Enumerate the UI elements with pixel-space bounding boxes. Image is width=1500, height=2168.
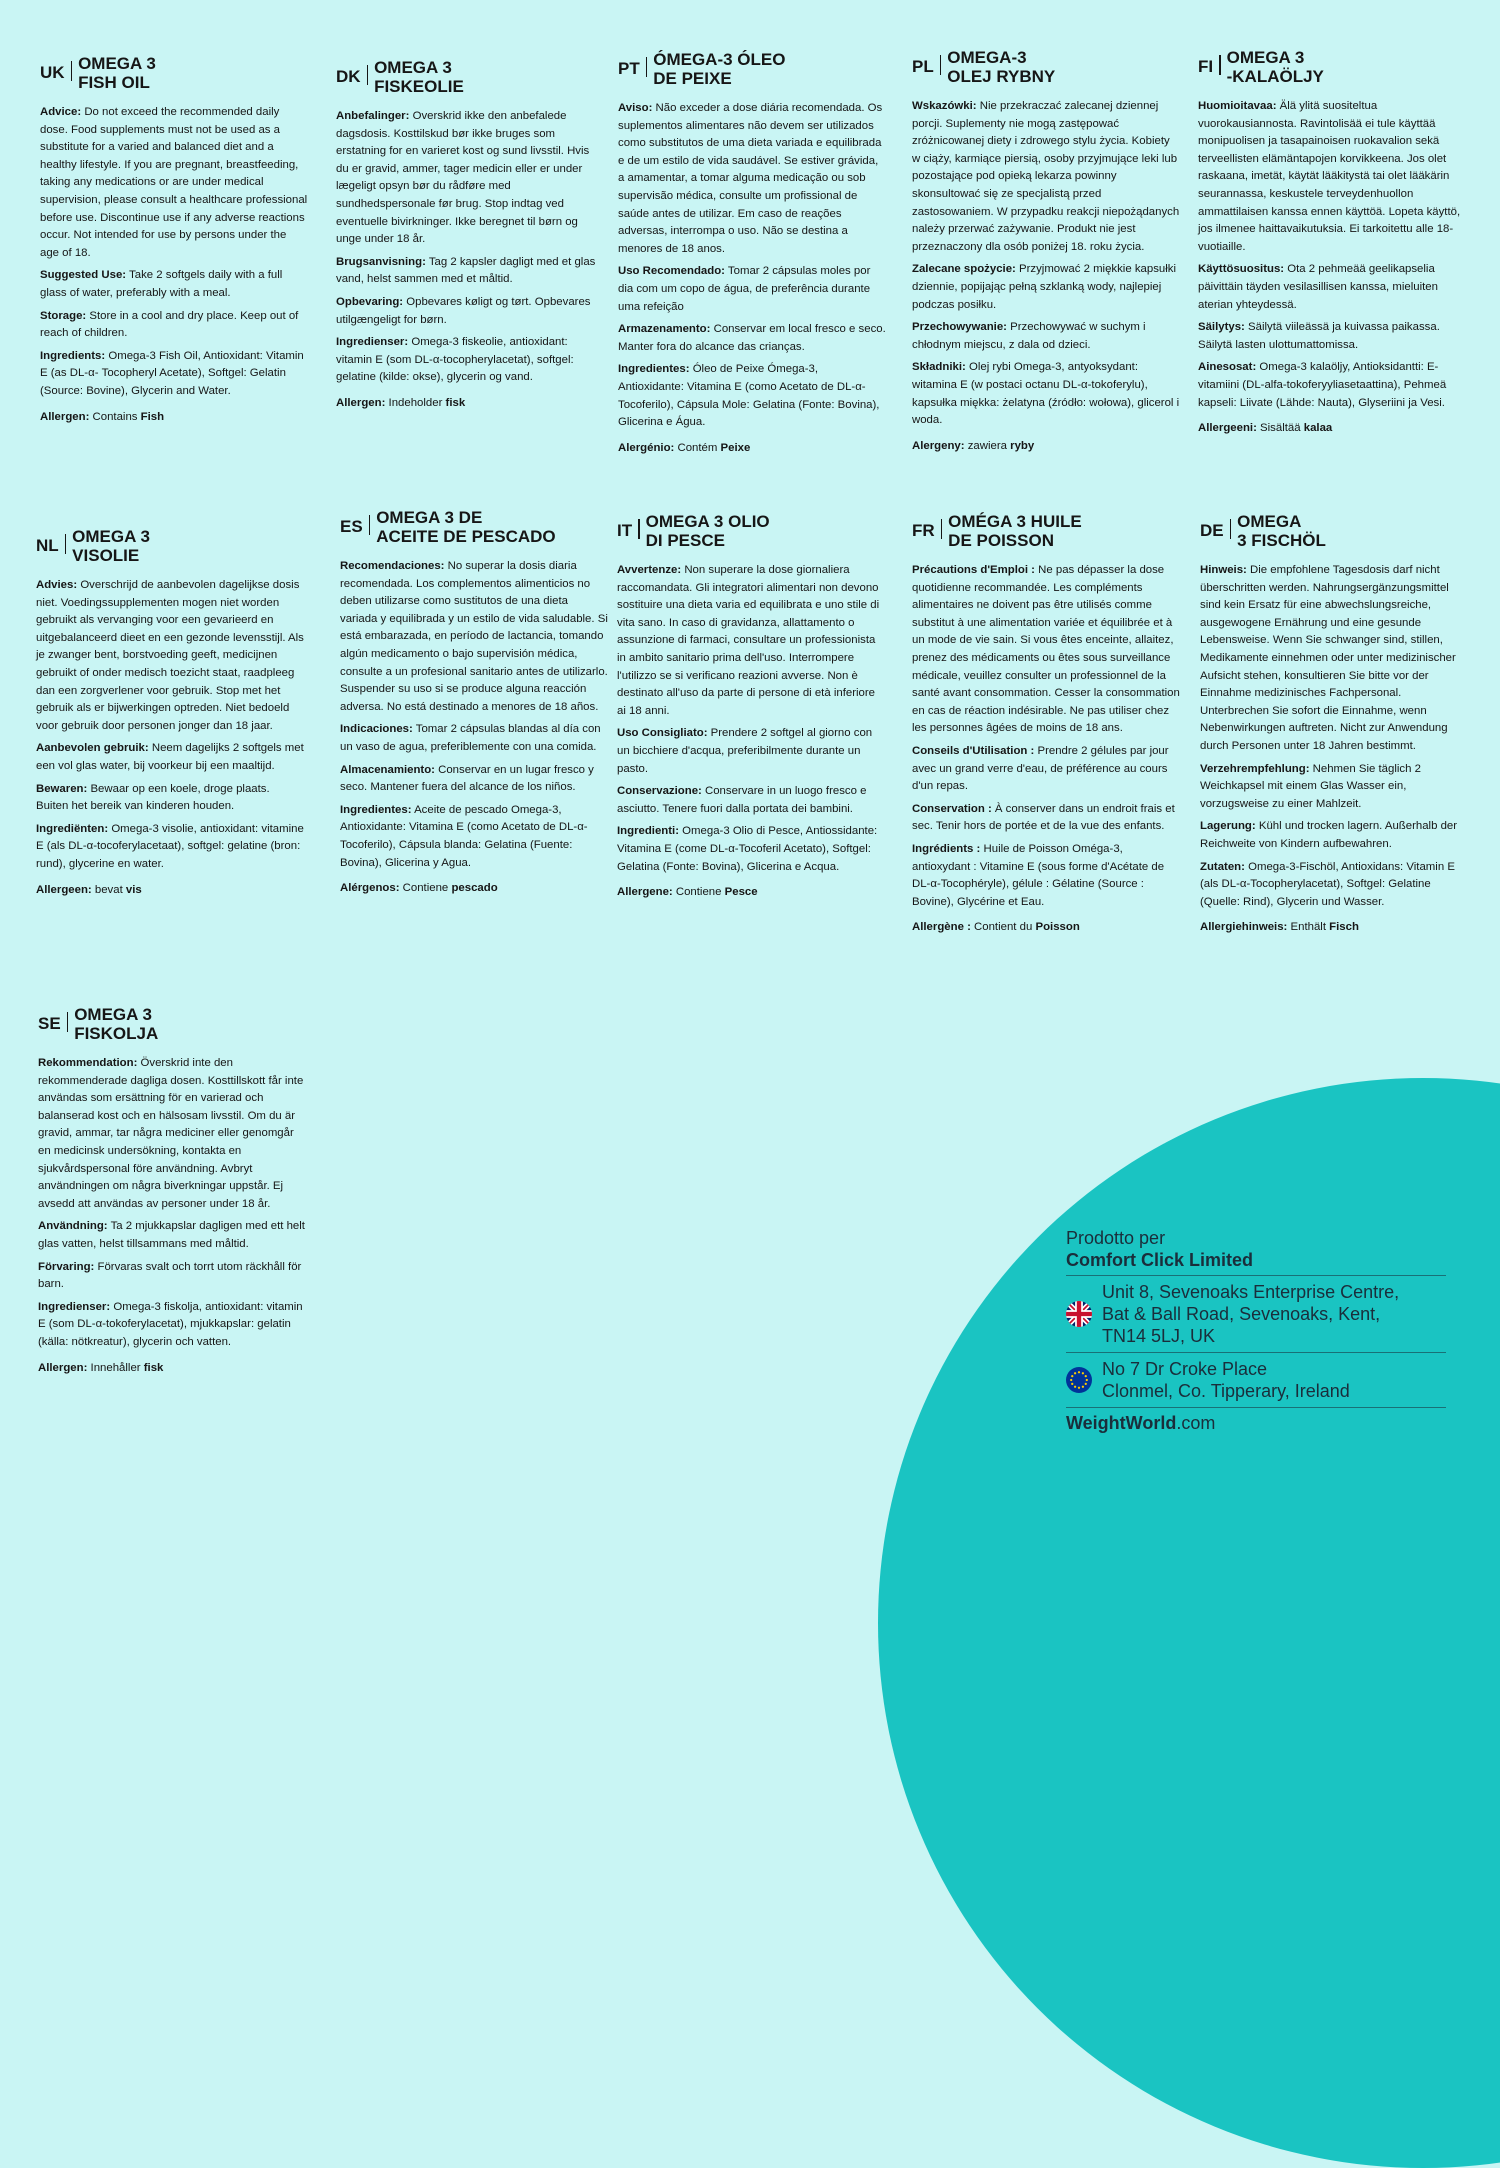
allergen-line: Allergiehinweis: Enthält Fisch — [1200, 921, 1359, 934]
section-paragraph: Aanbevolen gebruik: Neem dagelijks 2 softgels met een vol glas water, bij voorkeur bij een maaltijd. — [36, 742, 304, 772]
section-paragraph: Précautions d'Emploi : Ne pas dépasser la dose quotidienne recommandée. Les compléments alimentaires ne doivent pas être utilisés comme substitut à une alimentation variée et équilibrée et à un mode de vie sain. Si vous êtes enceinte, allaitez, prenez des médicaments ou êtes sous surveillance médicale, veuillez consulter un professionnel de la santé avant consommation. Cesser la consommation en cas de réaction indésirable. Ne pas utiliser chez les personnes âgées de moins de 18 ans. — [912, 564, 1180, 735]
section-paragraph: Säilytys: Säilytä viileässä ja kuivassa paikassa. Säilytä lasten ulottumattomissa. — [1198, 321, 1440, 351]
address-line: Bat & Ball Road, Sevenoaks, Kent, — [1102, 1304, 1381, 1324]
section-paragraph: Ingredienti: Omega-3 Olio di Pesce, Antiossidante: Vitamina E (come DL-α-Tocoferil Acetato), Softgel: Gelatina (Fonte: Bovina), Glicerina e Acqua. — [617, 825, 878, 873]
section-paragraph: Składniki: Olej rybi Omega-3, antyoksydant: witamina E (w postaci octanu DL-α-tokoferylu), kapsułka miękka: żelatyna (źródło: wołowa), glicerol i woda. — [912, 361, 1180, 427]
section-paragraph: Advies: Overschrijd de aanbevolen dagelijkse dosis niet. Voedingssupplementen mogen niet worden gebruikt als vervanging voor een gevarieerd en uitgebalanceerd dieet en een gezonde levensstijl. Als je zwanger bent, borstvoeding geeft, medicijnen gebruikt of onder medisch toezicht staat, raadpleeg dan een zorgverlener voor gebruik. Stop met het gebruik als er bijwerkingen optreden. Niet bedoeld voor gebruik door personen jonger dan 18 jaar. — [36, 579, 304, 732]
section-paragraph: Ingredienser: Omega-3 fiskolja, antioxidant: vitamin E (som DL-α-tokoferylacetat), mjukkapslar: gelatin (källa: nötkreatur), glycerin och vatten. — [38, 1300, 303, 1348]
produced-for-label: Prodotto per — [1066, 1228, 1166, 1248]
section-paragraph: Brugsanvisning: Tag 2 kapsler dagligt med et glas vand, helst sammen med et måltid. — [336, 255, 596, 286]
language-code: SE — [38, 1014, 61, 1033]
section-paragraph: Hinweis: Die empfohlene Tagesdosis darf nicht überschritten werden. Nahrungsergänzungsmittel sind kein Ersatz für eine abwechslungsreiche, ausgewogene Ernährung und eine gesunde Lebensweise. Wenn Sie schwanger sind, stillen, Medikamente einnehmen oder unter medizinischer Aufsicht stehen, konsultieren Sie bitte vor der Einnahme medizinisches Fachpersonal. Unterbrechen Sie sofort die Einnahme, wenn Nebenwirkungen auftreten. Nicht zur Anwendung durch Personen unter 18 Jahren bestimmt. — [1200, 564, 1456, 752]
separator — [367, 65, 369, 85]
section-pl — [912, 48, 1180, 460]
section-paragraph: Armazenamento: Conservar em local fresco e seco. Manter fora do alcance das crianças. — [618, 323, 886, 353]
section-paragraph: Ingrédients : Huile de Poisson Oméga-3, antioxydant : Vitamine E (sous forme d'Acétate de DL-α-Tocophéryle), gélule : Gélatine (Source : Bovine), Glycérine et Eau. — [912, 842, 1165, 908]
section-title: OMEGA 3 FISKOLJA — [74, 1005, 159, 1043]
section-paragraph: Wskazówki: Nie przekraczać zalecanej dziennej porcji. Suplementy nie mogą zastępować zróżnicowanej diety i zdrowego stylu życia. Kobiety w ciąży, karmiące piersią, osoby przyjmujące leki lub pozostające pod opieką lekarza powinny skonsultować się ze specjalistą przed zastosowaniem. W przypadku reakcji niepożądanych należy przerwać zażywanie. Produkt nie jest przeznaczony dla osób poniżej 18. roku życia. — [912, 100, 1180, 253]
section-paragraph: Conseils d'Utilisation : Prendre 2 gélules par jour avec un grand verre d'eau, de préférence au cours d'un repas. — [912, 744, 1169, 793]
section-title: OMEGA 3 FISH OIL — [78, 54, 156, 92]
allergen-line: Allergen: Contains Fish — [40, 410, 165, 423]
section-title: OMEGA 3 OLIO DI PESCE — [645, 512, 770, 550]
divider — [1066, 1275, 1446, 1276]
allergen-line: Alérgenos: Contiene pescado — [340, 882, 498, 895]
language-code: FI — [1198, 57, 1214, 76]
section-paragraph: Verzehrempfehlung: Nehmen Sie täglich 2 Weichkapsel mit einem Glas Wasser ein, vorzugsweise zu einer Mahlzeit. — [1200, 762, 1421, 810]
separator — [1219, 55, 1221, 75]
section-paragraph: Ainesosat: Omega-3 kalaöljy, Antioksidantti: E-vitamiini (DL-alfa-tokoferyyliasetaattina), Pehmeä kapseli: Liivate (Lähde: Nauta), Glyseriini ja Vesi. — [1198, 361, 1447, 409]
language-code: DK — [336, 67, 361, 86]
separator — [71, 61, 73, 81]
section-title: OMEGA 3 -KALAÖLJY — [1226, 48, 1324, 86]
section-it — [617, 512, 885, 907]
section-nl — [36, 527, 304, 904]
company-name: Comfort Click Limited — [1066, 1250, 1254, 1270]
language-code: IT — [617, 521, 633, 540]
section-dk — [336, 58, 604, 418]
section-title: OMEGA 3 FISCHÖL — [1237, 512, 1326, 550]
section-title: ÓMEGA-3 ÓLEO DE PEIXE — [653, 50, 786, 88]
section-paragraph: Opbevaring: Opbevares køligt og tørt. Opbevares utilgængeligt for børn. — [336, 295, 591, 326]
section-se — [38, 1005, 306, 1382]
address-line: Clonmel, Co. Tipperary, Ireland — [1102, 1381, 1350, 1401]
section-paragraph: Zalecane spożycie: Przyjmować 2 miękkie kapsułki dziennie, popijając pełną szklanką wody, najlepiej podczas posiłku. — [912, 263, 1176, 311]
section-paragraph: Advice: Do not exceed the recommended daily dose. Food supplements must not be used as a substitute for a varied and balanced diet and a healthy lifestyle. If you are pregnant, breastfeeding, taking any medications or are under medical supervision, please consult a healthcare professional before use. Discontinue use if any adverse reactions occur. Not intended for use by persons under the age of 18. — [40, 106, 308, 259]
address-line: TN14 5LJ, UK — [1102, 1326, 1216, 1346]
language-code: NL — [36, 536, 59, 555]
section-paragraph: Przechowywanie: Przechowywać w suchym i chłodnym miejscu, z dala od dzieci. — [912, 321, 1146, 351]
section-paragraph: Användning: Ta 2 mjukkapslar dagligen med ett helt glas vatten, helst tillsammans med måltid. — [38, 1220, 305, 1250]
language-code: PT — [618, 59, 640, 78]
address-line: Unit 8, Sevenoaks Enterprise Centre, — [1102, 1282, 1400, 1302]
separator — [1230, 519, 1232, 539]
separator — [65, 534, 67, 554]
section-title: OMEGA-3 OLEJ RYBNY — [947, 48, 1056, 86]
divider — [1066, 1407, 1446, 1408]
allergen-line: Alergénio: Contém Peixe — [618, 441, 751, 454]
section-paragraph: Indicaciones: Tomar 2 cápsulas blandas al día con un vaso de agua, preferiblemente con una comida. — [340, 723, 601, 753]
section-paragraph: Käyttösuositus: Ota 2 pehmeää geelikapselia päivittäin täyden vesilasillisen kanssa, mieluiten aterian yhteydessä. — [1198, 263, 1438, 311]
language-code: PL — [912, 57, 934, 76]
section-paragraph: Uso Recomendado: Tomar 2 cápsulas moles por dia com um copo de água, de preferência durante uma refeição — [618, 265, 871, 313]
language-code: UK — [40, 63, 65, 82]
section-fi — [1198, 48, 1466, 443]
section-paragraph: Rekommendation: Överskrid inte den rekommenderade dagliga dosen. Kosttillskott får inte användas som ersättning för en varierad och balanserad kost och en hälsosam livsstil. Om du är gravid, ammar, tar några mediciner eller genomgår en medicinsk undersökning, kontakta en sjukvårdspersonal före användning. Avbryt användningen om några biverkningar uppstår. Ej avsedd att användas av personer under 18 år. — [38, 1057, 304, 1210]
language-code: ES — [340, 517, 363, 536]
separator — [369, 515, 371, 535]
section-title: OMEGA 3 FISKEOLIE — [374, 58, 464, 96]
section-paragraph: Almacenamiento: Conservar en un lugar fresco y seco. Mantener fuera del alcance de los niños. — [340, 763, 594, 794]
separator — [941, 519, 943, 539]
separator — [646, 57, 648, 77]
section-paragraph: Förvaring: Förvaras svalt och torrt utom räckhåll för barn. — [38, 1260, 302, 1291]
section-paragraph: Recomendaciones: No superar la dosis diaria recomendada. Los complementos alimenticios no deben utilizarse como sustitutos de una dieta variada y equilibrada y un estilo de vida saludable. Si está embarazada, en período de lactancia, tomando algún medicamento o bajo supervisión médica, consulte a un profesional sanitario antes de utilizarlo. Suspender su uso si se produce alguna reacción adversa. No está destinado a menores de 18 años. — [340, 560, 608, 713]
section-paragraph: Bewaren: Bewaar op een koele, droge plaats. Buiten het bereik van kinderen houden. — [36, 782, 270, 813]
divider — [1066, 1352, 1446, 1353]
website-link[interactable]: WeightWorld.com — [1066, 1413, 1216, 1433]
section-paragraph: Ingredienser: Omega-3 fiskeolie, antioxidant: vitamin E (som DL-α-tocopherylacetat), softgel: gelatine (kilde: okse), glycerin og vand. — [336, 336, 574, 384]
section-paragraph: Ingredientes: Óleo de Peixe Ómega-3, Antioxidante: Vitamina E (como Acetato de DL-α-Tocoferilo), Cápsula Mole: Gelatina (Fonte: Bovina), Glicerina e Água. — [618, 363, 880, 429]
section-de — [1200, 512, 1468, 942]
section-title: OMÉGA 3 HUILE DE POISSON — [948, 512, 1082, 550]
eu-flag-icon — [1066, 1367, 1092, 1393]
ie-address — [1066, 1356, 1446, 1404]
language-code: FR — [912, 521, 935, 540]
section-paragraph: Ingredients: Omega-3 Fish Oil, Antioxidant: Vitamin E (as DL-α- Tocopheryl Acetate), Softgel: Gelatin (Source: Bovine), Glycerin and Water. — [40, 349, 304, 397]
address-line: No 7 Dr Croke Place — [1102, 1359, 1268, 1379]
allergen-line: Allergène : Contient du Poisson — [912, 921, 1080, 934]
allergen-line: Allergeen: bevat vis — [36, 883, 142, 896]
section-title: OMEGA 3 VISOLIE — [72, 527, 150, 565]
section-paragraph: Conservation : À conserver dans un endroit frais et sec. Tenir hors de portée et de la vue des enfants. — [912, 802, 1175, 833]
section-paragraph: Suggested Use: Take 2 softgels daily with a full glass of water, preferably with a meal. — [40, 269, 283, 299]
section-fr — [912, 512, 1180, 942]
section-title: OMEGA 3 DE ACEITE DE PESCADO — [376, 508, 556, 546]
section-paragraph: Storage: Store in a cool and dry place. Keep out of reach of children. — [40, 309, 299, 340]
uk-address — [1066, 1279, 1446, 1349]
allergen-line: Alergeny: zawiera ryby — [912, 439, 1035, 452]
allergen-line: Allergeeni: Sisältää kalaa — [1198, 422, 1333, 435]
section-paragraph: Anbefalinger: Overskrid ikke den anbefalede dagsdosis. Kosttilskud bør ikke bruges som erstatning for en varieret kost og sund livsstil. Hvis du er gravid, ammer, tager medicin eller er under lægeligt opsyn bør du rådføre med sundhedspersonale før brug. Stop indtag ved eventuelle bivirkninger. Ikke beregnet til børn og unge under 18 år. — [336, 110, 590, 246]
allergen-line: Allergene: Contiene Pesce — [617, 886, 758, 899]
allergen-line: Allergen: Indeholder fisk — [336, 396, 466, 409]
section-paragraph: Ingrediënten: Omega-3 visolie, antioxidant: vitamine E (als DL-α-tocoferylacetaat), softgel: gelatine (bron: rund), glycerine en water. — [36, 822, 304, 870]
section-paragraph: Lagerung: Kühl und trocken lagern. Außerhalb der Reichweite von Kindern aufbewahren. — [1200, 820, 1458, 850]
section-paragraph: Huomioitavaa: Älä ylitä suositeltua vuorokausiannosta. Ravintolisää ei tule käyttää monipuolisen ja tasapainoisen ruokavalion sekä terveellisten elämäntapojen korvikkeena. Jos olet raskaana, imetät, käytät lääkitystä tai olet lääkärin seurannassa, keskustele terveydenhuollon ammattilaisen kanssa ennen käyttöä. Lopeta käyttö, jos ilmenee haittavaikutuksia. Ei tarkoitettu alle 18-vuotiaille. — [1198, 100, 1461, 253]
section-paragraph: Ingredientes: Aceite de pescado Omega-3, Antioxidante: Vitamina E (como Acetato de DL-α-Tocoferilo), Cápsula blanda: Gelatina (Fuente: Bovina), Glicerina y Agua. — [340, 803, 588, 869]
section-paragraph: Zutaten: Omega-3-Fischöl, Antioxidans: Vitamin E (als DL-α-Tocopherylacetat), Softgel: Gelatine (Quelle: Rind), Glycerin und Wasser. — [1200, 860, 1455, 908]
contact-block — [1066, 1227, 1446, 1435]
section-paragraph: Uso Consigliato: Prendere 2 softgel al giorno con un bicchiere d'acqua, preferibilmente durante un pasto. — [617, 727, 873, 775]
language-code: DE — [1200, 521, 1224, 540]
uk-flag-icon — [1066, 1301, 1092, 1327]
section-paragraph: Aviso: Não exceder a dose diária recomendada. Os suplementos alimentares não devem ser utilizados como substitutos de uma dieta variada e equilibrada e de um estilo de vida saudável. Se estiver grávida, a amamentar, a tomar alguma medicação ou sob supervisão médica, consulte um profissional de saúde antes de utilizar. Em caso de reações adversas, interrompa o uso. Não se destina a menores de 18 anos. — [618, 102, 883, 255]
section-paragraph: Conservazione: Conservare in un luogo fresco e asciutto. Tenere fuori dalla portata dei bambini. — [617, 785, 867, 815]
separator — [638, 519, 640, 539]
section-pt — [618, 50, 886, 462]
separator — [940, 55, 942, 75]
allergen-line: Allergen: Innehåller fisk — [38, 1361, 164, 1374]
section-uk — [40, 54, 308, 431]
section-es — [340, 508, 608, 903]
separator — [67, 1012, 69, 1032]
section-paragraph: Avvertenze: Non superare la dose giornaliera raccomandata. Gli integratori alimentari non devono sostituire una dieta varia ed equilibrata e uno stile di vita sano. In caso di gravidanza, allattamento o assunzione di farmaci, consultare un professionista in ambito sanitario prima dell'uso. Interrompere l'utilizzo se si verificano reazioni avverse. Non è destinato all'uso da parte di persone di età inferiore ai 18 anni. — [617, 564, 880, 717]
